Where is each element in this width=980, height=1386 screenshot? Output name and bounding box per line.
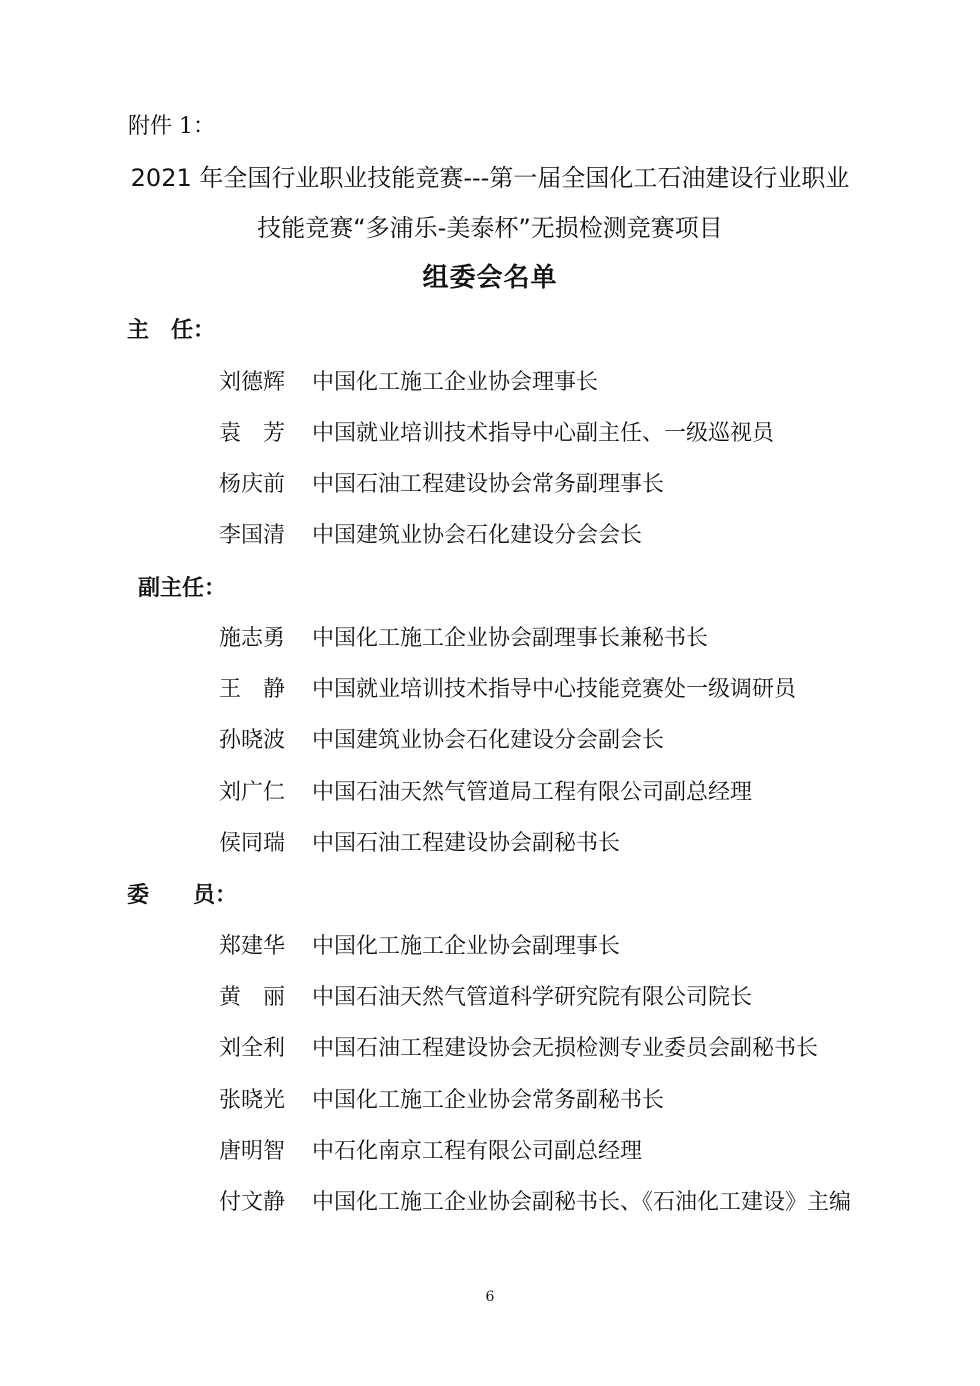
member-row [0, 519, 980, 553]
member-row [0, 468, 980, 502]
member-role: 中国化工施工企业协会副理事长 [312, 934, 621, 959]
member-row [0, 622, 980, 656]
member-name: 杨庆前 [219, 472, 286, 497]
member-row [0, 1135, 980, 1169]
member-name: 李国清 [219, 523, 286, 548]
member-row [0, 673, 980, 707]
member-role: 中国建筑业协会石化建设分会副会长 [312, 728, 665, 753]
member-role: 中国化工施工企业协会副秘书长、《石油化工建设》主编 [312, 1190, 852, 1215]
title-line-3: 组委会名单 [422, 263, 558, 293]
member-name: 刘全利 [219, 1036, 286, 1061]
member-row [0, 1032, 980, 1066]
member-name: 侯同瑞 [219, 831, 286, 856]
member-name: 黄 丽 [219, 985, 286, 1010]
member-row [0, 366, 980, 400]
member-role: 中国石油天然气管道局工程有限公司副总经理 [312, 780, 753, 805]
member-name: 付文静 [219, 1190, 286, 1215]
page-number: 6 [485, 1289, 495, 1305]
member-name: 刘德辉 [219, 370, 286, 395]
member-name: 孙晓波 [219, 728, 286, 753]
member-role: 中国石油工程建设协会副秘书长 [312, 831, 621, 856]
member-name: 王 静 [219, 677, 286, 702]
member-name: 郑建华 [219, 934, 286, 959]
section-label-deputy-director: 副主任： [138, 576, 227, 601]
member-name: 袁 芳 [219, 421, 286, 446]
member-name: 唐明智 [219, 1139, 286, 1164]
title-line-2: 技能竞赛“多浦乐-美泰杯”无损检测竞赛项目 [257, 214, 723, 242]
attachment-label: 附件 1： [128, 114, 215, 139]
member-name: 张晓光 [219, 1088, 286, 1113]
member-row [0, 1084, 980, 1118]
member-role: 中国化工施工企业协会常务副秘书长 [312, 1088, 665, 1113]
member-name: 刘广仁 [219, 780, 286, 805]
member-role: 中国化工施工企业协会副理事长兼秘书长 [312, 626, 709, 651]
member-row [0, 417, 980, 451]
member-row [0, 724, 980, 758]
member-role: 中国就业培训技术指导中心技能竞赛处一级调研员 [312, 677, 797, 702]
member-role: 中石化南京工程有限公司副总经理 [312, 1139, 643, 1164]
section-label-committee: 委 员： [127, 883, 238, 908]
member-role: 中国石油工程建设协会无损检测专业委员会副秘书长 [312, 1036, 819, 1061]
member-row [0, 930, 980, 964]
member-name: 施志勇 [219, 626, 286, 651]
section-label-director: 主 任： [127, 318, 216, 343]
member-row [0, 776, 980, 810]
member-row [0, 827, 980, 861]
member-role: 中国就业培训技术指导中心副主任、一级巡视员 [312, 421, 775, 446]
member-role: 中国石油天然气管道科学研究院有限公司院长 [312, 985, 753, 1010]
member-role: 中国建筑业协会石化建设分会会长 [312, 523, 643, 548]
member-row [0, 981, 980, 1015]
member-row [0, 1186, 980, 1220]
member-role: 中国化工施工企业协会理事长 [312, 370, 599, 395]
title-line-1: 2021 年全国行业职业技能竞赛---第一届全国化工石油建设行业职业 [130, 164, 850, 192]
member-role: 中国石油工程建设协会常务副理事长 [312, 472, 665, 497]
